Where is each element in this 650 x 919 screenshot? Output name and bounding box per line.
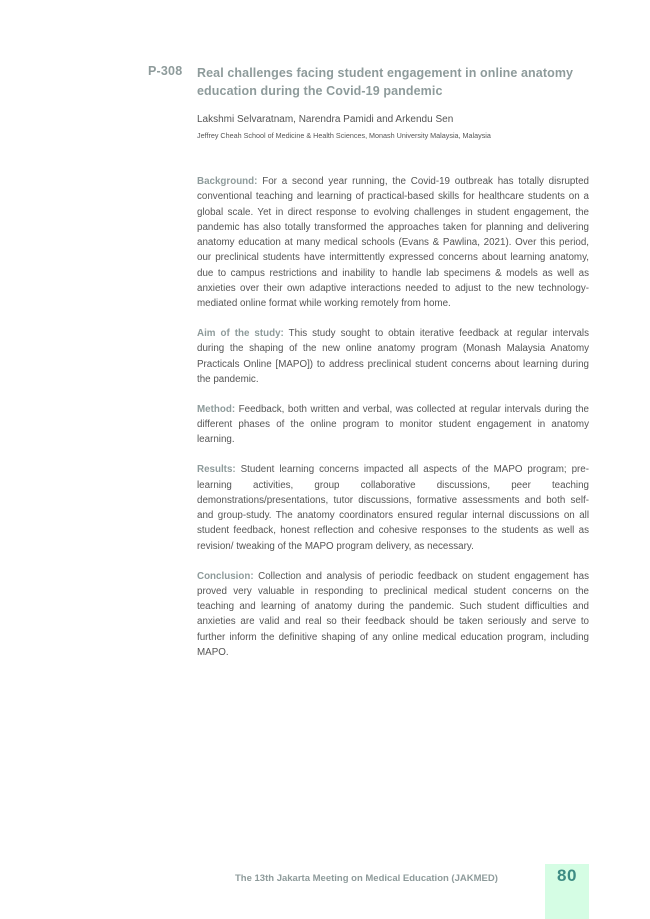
authors: Lakshmi Selvaratnam, Narendra Pamidi and Arkendu Sen xyxy=(197,114,454,125)
section-conclusion xyxy=(197,569,589,661)
section-text: Collection and analysis of periodic feedback on student engagement has proved very valuable in responding to preclinical medical student concerns on the teaching and learning of anatomy during the pandemic. Such student difficulties and anxieties are valid and real so their feedback should be taken seriously and serve to further inform the definitive shaping of any online medical education program, including MAPO. xyxy=(197,570,589,659)
section-text: For a second year running, the Covid-19 outbreak has totally disrupted conventional teaching and learning of practical-based skills for healthcare students on a global scale. Yet in direct response to evolving challenges in student engagement, the pandemic has also totally transformed the approaches taken for planning and delivering anatomy education at many medical schools (Evans & Pawlina, 2021). Over this period, our preclinical students have intermittently expressed concerns about learning anatomy, due to campus restrictions and inability to handle lab specimens & models as well as anxieties over their own adaptive interactions needed to adjust to the new technology-mediated online format while working remotely from home. xyxy=(197,176,589,310)
section-text: Student learning concerns impacted all aspects of the MAPO program; pre-learning activities, group collaborative discussions, peer teaching demonstrations/presentations, tutor discussions, formative assessments and both self- and group-study. The anatomy coordinators ensured regular internal discussions on all student feedback, honest reflection and cohesive responses to the students as well as revision/ tweaking of the MAPO program delivery, as necessary. xyxy=(197,464,589,552)
section-results xyxy=(197,462,589,554)
section-label: Results: xyxy=(197,464,236,476)
section-label: Aim of the study: xyxy=(197,328,284,340)
section-method xyxy=(197,402,589,448)
page-number-box xyxy=(545,864,589,919)
affiliation: Jeffrey Cheah School of Medicine & Health Sciences, Monash University Malaysia, Malaysia xyxy=(197,131,491,140)
section-aim xyxy=(197,326,589,387)
section-label: Background: xyxy=(197,176,258,187)
page-number: 80 xyxy=(557,866,577,885)
section-text: Feedback, both written and verbal, was collected at regular intervals during the different phases of the online program to monitor student engagement in anatomy learning. xyxy=(197,403,589,446)
section-label: Method: xyxy=(197,403,236,415)
section-label: Conclusion: xyxy=(197,570,254,582)
footer-conference-title: The 13th Jakarta Meeting on Medical Education (JAKMED) xyxy=(235,873,498,884)
section-background xyxy=(197,174,589,312)
abstract-body xyxy=(197,174,589,675)
abstract-title: Real challenges facing student engagement in online anatomy education during the Covid-19 pandemic xyxy=(197,66,574,98)
abstract-id: P-308 xyxy=(148,64,183,78)
section-text: This study sought to obtain iterative feedback at regular intervals during the shaping of the new online anatomy program (Monash Malaysia Anatomy Practicals Online [MAPO]) to address preclinical student concerns about learning during the pandemic. xyxy=(197,328,589,386)
